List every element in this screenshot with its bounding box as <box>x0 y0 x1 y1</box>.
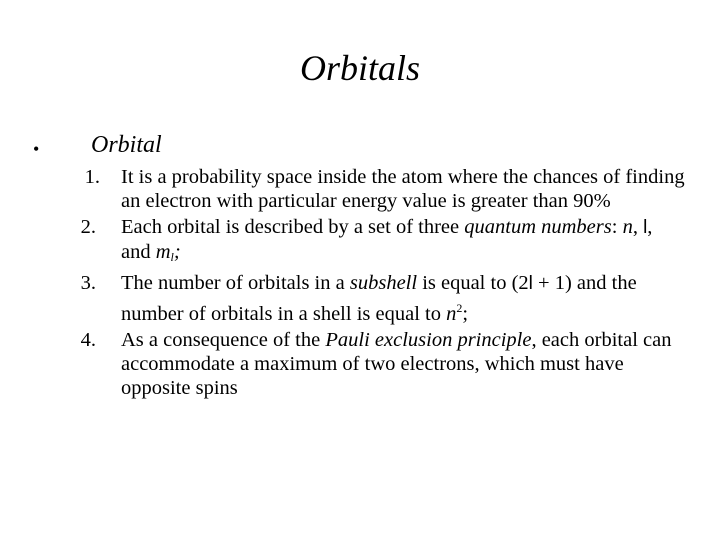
bullet-dot: • <box>33 139 40 159</box>
list-item <box>76 271 686 326</box>
item-text: The number of orbitals in a subshell is equal to (2l + 1) and the number of orbitals in a shell is equal to $n^2$; <box>121 272 637 325</box>
list-item <box>76 215 686 269</box>
item-number: 2. <box>80 216 96 238</box>
item-text: It is a probability space inside the atom where the chances of finding an electron with particular energy value is greater than 90% <box>121 166 685 212</box>
list-item <box>76 328 686 400</box>
item-number: 1. <box>84 166 100 188</box>
list-item <box>76 165 686 213</box>
item-text: Each orbital is described by a set of three quantum numbers: n, l, and $m_l$; <box>121 216 653 264</box>
item-text: As a consequence of the Pauli exclusion principle, each orbital can accommodate a maximum of two electrons, which must have opposite spins <box>121 329 672 399</box>
numbered-list <box>76 165 686 402</box>
slide-title: Orbitals <box>299 48 421 88</box>
item-number: 3. <box>80 272 96 294</box>
item-number: 4. <box>80 329 96 351</box>
bullet-heading: Orbital <box>91 132 162 158</box>
